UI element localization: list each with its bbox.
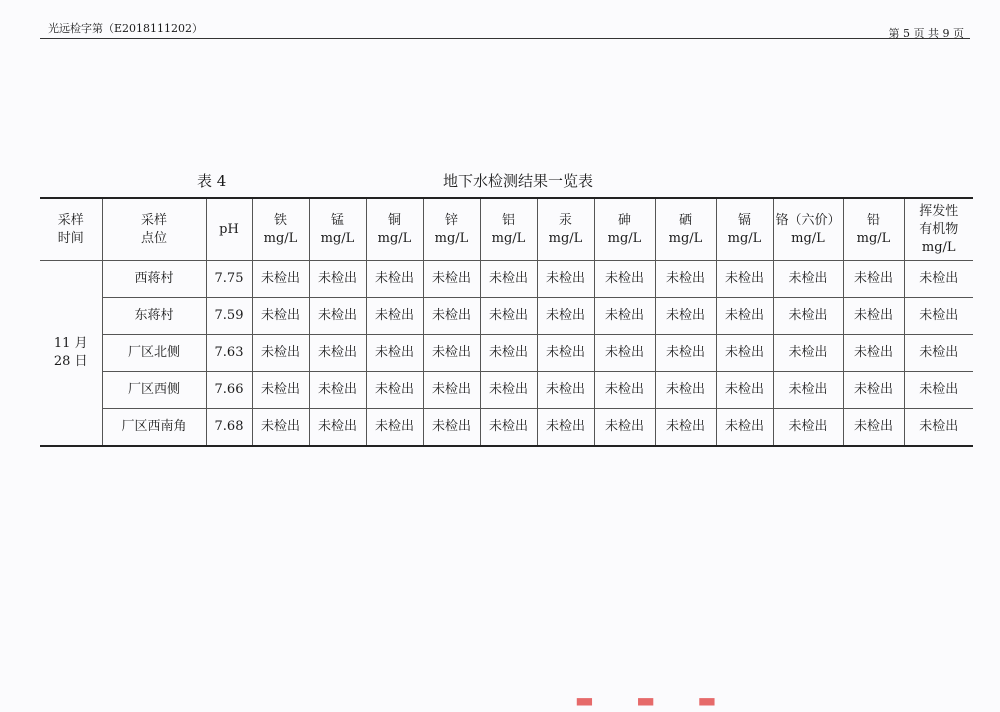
- result-cell: 未检出: [904, 261, 973, 298]
- ph-cell: 7.63: [206, 335, 252, 372]
- result-cell: 未检出: [423, 298, 480, 335]
- result-cell: 未检出: [480, 335, 537, 372]
- result-cell: 未检出: [309, 372, 366, 409]
- result-cell: 未检出: [537, 409, 594, 447]
- result-cell: 未检出: [537, 372, 594, 409]
- result-cell: 未检出: [366, 372, 423, 409]
- ph-cell: 7.68: [206, 409, 252, 447]
- result-cell: 未检出: [309, 409, 366, 447]
- red-stamp-fragment: ▬ ▬ ▬: [575, 688, 735, 712]
- result-cell: 未检出: [537, 298, 594, 335]
- result-cell: 未检出: [594, 335, 655, 372]
- result-cell: 未检出: [716, 409, 773, 447]
- result-cell: 未检出: [252, 335, 309, 372]
- result-cell: 未检出: [773, 409, 843, 447]
- result-cell: 未检出: [366, 261, 423, 298]
- col-copper: 铜 mg/L: [366, 198, 423, 261]
- result-cell: 未检出: [655, 261, 716, 298]
- result-cell: 未检出: [716, 298, 773, 335]
- result-cell: 未检出: [843, 335, 904, 372]
- table-body: [40, 261, 973, 447]
- col-sampling-site: 采样 点位: [102, 198, 206, 261]
- result-cell: 未检出: [904, 335, 973, 372]
- result-cell: 未检出: [252, 409, 309, 447]
- result-cell: 未检出: [252, 298, 309, 335]
- table-row: [40, 261, 973, 298]
- ph-cell: 7.59: [206, 298, 252, 335]
- result-cell: 未检出: [537, 335, 594, 372]
- result-cell: 未检出: [904, 298, 973, 335]
- document-number: 光远检字第（E2018111202）: [48, 22, 204, 35]
- col-chromium-vi: 铬（六价） mg/L: [773, 198, 843, 261]
- site-cell: 西蒋村: [102, 261, 206, 298]
- site-cell: 厂区西南角: [102, 409, 206, 447]
- result-cell: 未检出: [843, 372, 904, 409]
- col-mercury: 汞 mg/L: [537, 198, 594, 261]
- result-cell: 未检出: [904, 409, 973, 447]
- result-cell: 未检出: [537, 261, 594, 298]
- table-title: 地下水检测结果一览表: [443, 172, 594, 190]
- table-number: 表 4: [197, 172, 227, 190]
- result-cell: 未检出: [594, 261, 655, 298]
- col-iron: 铁 mg/L: [252, 198, 309, 261]
- result-cell: 未检出: [309, 261, 366, 298]
- site-cell: 东蒋村: [102, 298, 206, 335]
- result-cell: 未检出: [594, 409, 655, 447]
- site-cell: 厂区西侧: [102, 372, 206, 409]
- result-cell: 未检出: [773, 335, 843, 372]
- result-cell: 未检出: [309, 335, 366, 372]
- result-cell: 未检出: [594, 298, 655, 335]
- result-cell: 未检出: [773, 298, 843, 335]
- result-cell: 未检出: [423, 409, 480, 447]
- col-zinc: 锌 mg/L: [423, 198, 480, 261]
- result-cell: 未检出: [904, 372, 973, 409]
- results-table: [40, 197, 973, 447]
- ph-cell: 7.75: [206, 261, 252, 298]
- result-cell: 未检出: [655, 298, 716, 335]
- result-cell: 未检出: [716, 372, 773, 409]
- result-cell: 未检出: [480, 409, 537, 447]
- result-cell: 未检出: [366, 298, 423, 335]
- result-cell: 未检出: [655, 335, 716, 372]
- result-cell: 未检出: [773, 261, 843, 298]
- col-aluminum: 铝 mg/L: [480, 198, 537, 261]
- table-row: [40, 409, 973, 447]
- result-cell: 未检出: [716, 261, 773, 298]
- result-cell: 未检出: [423, 372, 480, 409]
- result-cell: 未检出: [309, 298, 366, 335]
- table-row: [40, 298, 973, 335]
- result-cell: 未检出: [480, 372, 537, 409]
- col-ph: pH: [206, 198, 252, 261]
- table-row: [40, 372, 973, 409]
- col-arsenic: 砷 mg/L: [594, 198, 655, 261]
- result-cell: 未检出: [480, 261, 537, 298]
- result-cell: 未检出: [423, 261, 480, 298]
- col-cadmium: 镉 mg/L: [716, 198, 773, 261]
- col-volatile-organics: 挥发性 有机物 mg/L: [904, 198, 973, 261]
- result-cell: 未检出: [655, 372, 716, 409]
- page-indicator: 第 5 页 共 9 页: [888, 27, 964, 40]
- col-sampling-time: 采样 时间: [40, 198, 102, 261]
- header-divider: [40, 38, 970, 39]
- result-cell: 未检出: [423, 335, 480, 372]
- result-cell: 未检出: [716, 335, 773, 372]
- col-selenium: 硒 mg/L: [655, 198, 716, 261]
- result-cell: 未检出: [366, 335, 423, 372]
- sampling-date-cell: 11 月 28 日: [40, 261, 102, 447]
- site-cell: 厂区北侧: [102, 335, 206, 372]
- result-cell: 未检出: [594, 372, 655, 409]
- result-cell: 未检出: [366, 409, 423, 447]
- col-manganese: 锰 mg/L: [309, 198, 366, 261]
- result-cell: 未检出: [655, 409, 716, 447]
- result-cell: 未检出: [252, 372, 309, 409]
- table-row: [40, 335, 973, 372]
- ph-cell: 7.66: [206, 372, 252, 409]
- result-cell: 未检出: [480, 298, 537, 335]
- result-cell: 未检出: [843, 409, 904, 447]
- result-cell: 未检出: [252, 261, 309, 298]
- header-row: [40, 198, 973, 261]
- result-cell: 未检出: [843, 298, 904, 335]
- result-cell: 未检出: [773, 372, 843, 409]
- result-cell: 未检出: [843, 261, 904, 298]
- col-lead: 铅 mg/L: [843, 198, 904, 261]
